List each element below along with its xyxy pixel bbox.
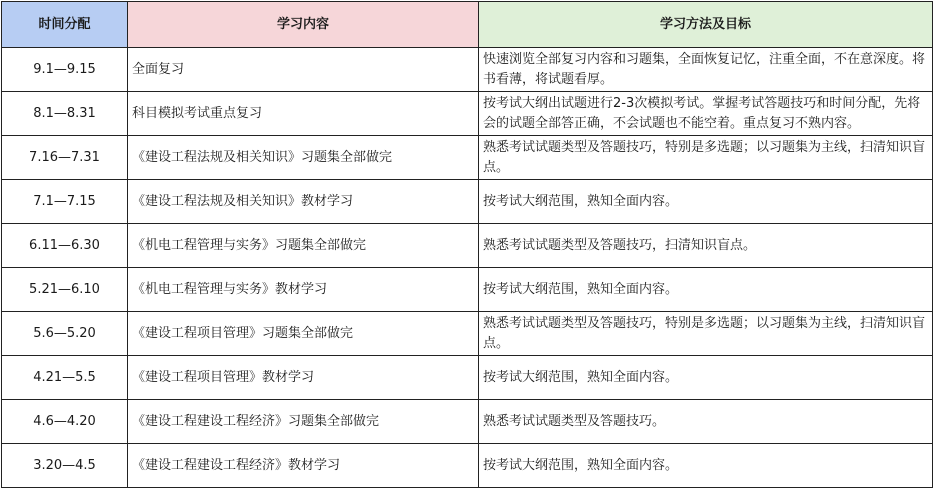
content-cell: 《建设工程法规及相关知识》教材学习: [128, 180, 479, 224]
header-time: 时间分配: [2, 2, 128, 48]
method-cell: 按考试大纲范围，熟知全面内容。: [479, 356, 933, 400]
time-cell: 7.1—7.15: [2, 180, 128, 224]
table-row: [2, 224, 933, 268]
time-cell: 7.16—7.31: [2, 136, 128, 180]
table-row: [2, 444, 933, 488]
time-cell: 6.11—6.30: [2, 224, 128, 268]
content-cell: 《建设工程项目管理》习题集全部做完: [128, 312, 479, 356]
time-cell: 9.1—9.15: [2, 48, 128, 92]
method-cell: 熟悉考试试题类型及答题技巧。: [479, 400, 933, 444]
content-cell: 全面复习: [128, 48, 479, 92]
method-cell: 快速浏览全部复习内容和习题集，全面恢复记忆，注重全面，不在意深度。将书看薄，将试题看厚。: [479, 48, 933, 92]
study-schedule-table: [1, 1, 933, 488]
method-cell: 熟悉考试试题类型及答题技巧，特别是多选题；以习题集为主线，扫清知识盲点。: [479, 312, 933, 356]
table-row: [2, 268, 933, 312]
time-cell: 4.6—4.20: [2, 400, 128, 444]
method-cell: 按考试大纲范围，熟知全面内容。: [479, 444, 933, 488]
header-content: 学习内容: [128, 2, 479, 48]
time-cell: 4.21—5.5: [2, 356, 128, 400]
table-row: [2, 356, 933, 400]
table-row: [2, 400, 933, 444]
time-cell: 3.20—4.5: [2, 444, 128, 488]
table-row: [2, 136, 933, 180]
content-cell: 《建设工程法规及相关知识》习题集全部做完: [128, 136, 479, 180]
time-cell: 5.21—6.10: [2, 268, 128, 312]
content-cell: 《机电工程管理与实务》教材学习: [128, 268, 479, 312]
content-cell: 科目模拟考试重点复习: [128, 92, 479, 136]
time-cell: 5.6—5.20: [2, 312, 128, 356]
table-row: [2, 312, 933, 356]
table-row: [2, 180, 933, 224]
method-cell: 按考试大纲出试题进行2-3次模拟考试。掌握考试答题技巧和时间分配，先将会的试题全部答正确，不会试题也不能空着。重点复习不熟内容。: [479, 92, 933, 136]
header-row: [2, 2, 933, 48]
time-cell: 8.1—8.31: [2, 92, 128, 136]
content-cell: 《建设工程建设工程经济》教材学习: [128, 444, 479, 488]
header-method: 学习方法及目标: [479, 2, 933, 48]
table-row: [2, 92, 933, 136]
table-row: [2, 48, 933, 92]
method-cell: 熟悉考试试题类型及答题技巧，特别是多选题；以习题集为主线，扫清知识盲点。: [479, 136, 933, 180]
method-cell: 按考试大纲范围，熟知全面内容。: [479, 268, 933, 312]
method-cell: 熟悉考试试题类型及答题技巧，扫清知识盲点。: [479, 224, 933, 268]
method-cell: 按考试大纲范围，熟知全面内容。: [479, 180, 933, 224]
content-cell: 《建设工程建设工程经济》习题集全部做完: [128, 400, 479, 444]
content-cell: 《建设工程项目管理》教材学习: [128, 356, 479, 400]
content-cell: 《机电工程管理与实务》习题集全部做完: [128, 224, 479, 268]
